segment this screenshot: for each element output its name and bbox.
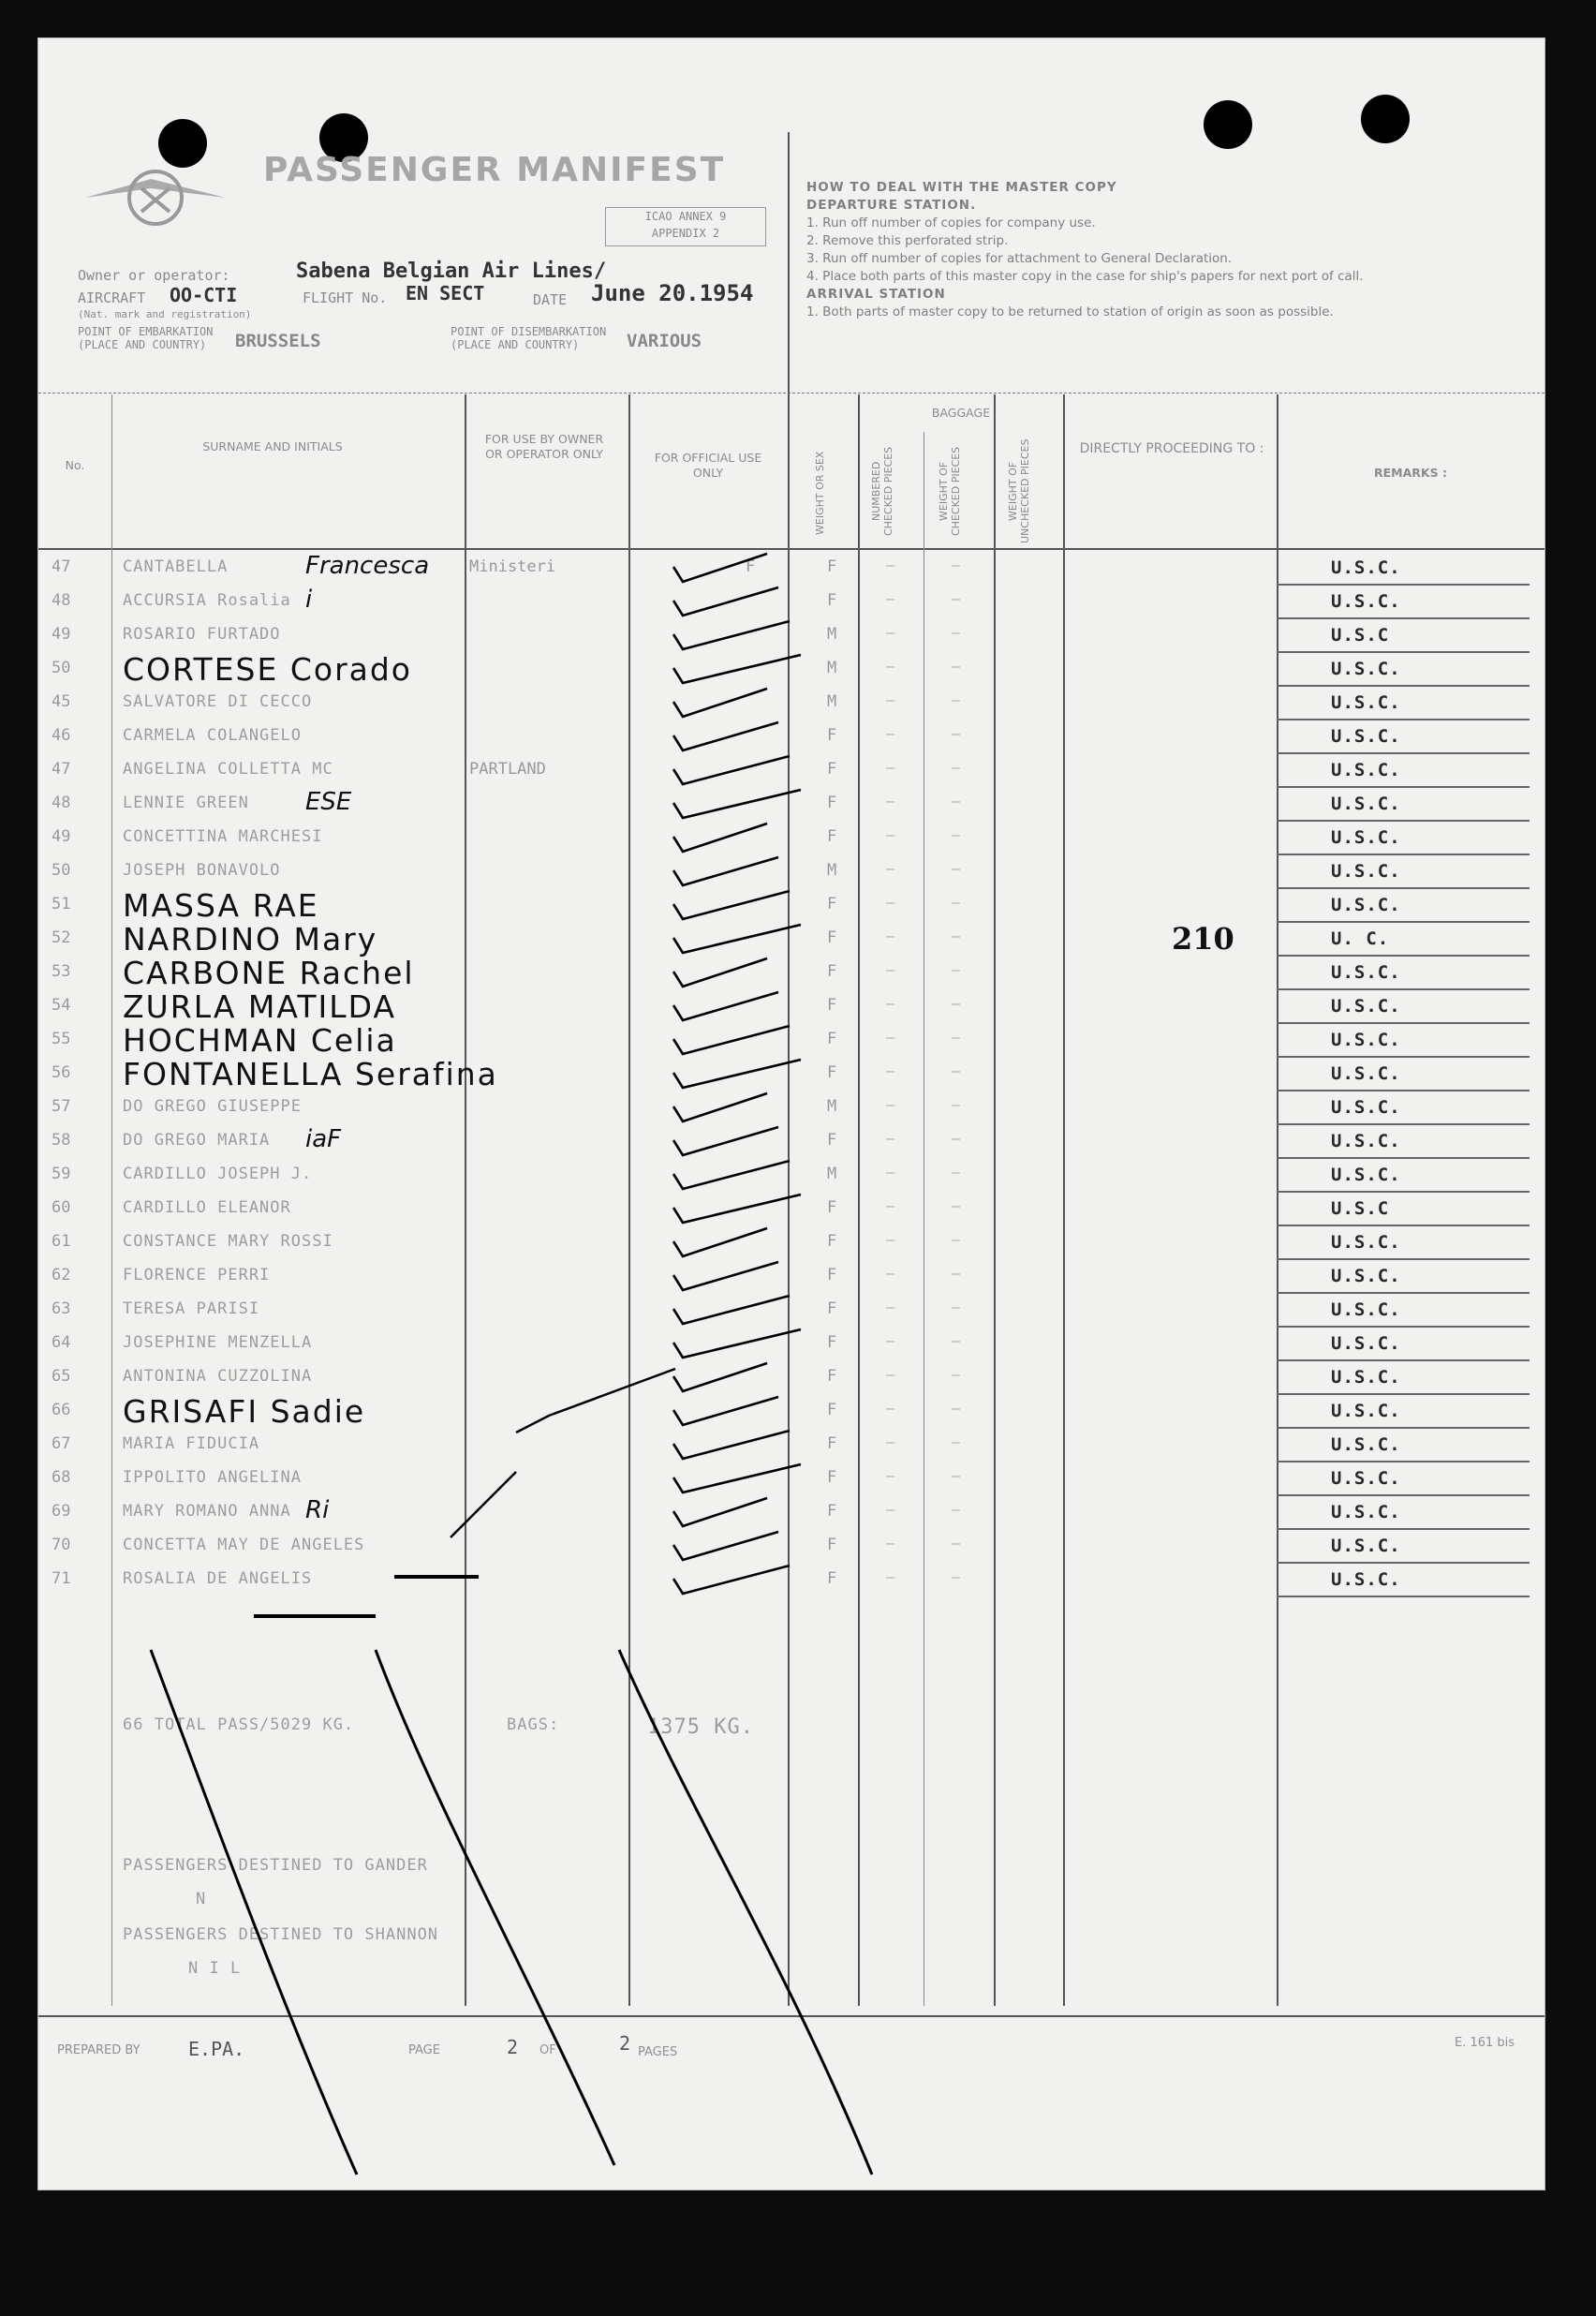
- dash-mark: –: [886, 1062, 895, 1079]
- sex-value: F: [827, 827, 837, 846]
- owner-value: Sabena Belgian Air Lines/: [296, 260, 607, 283]
- remark-value: U.S.C.: [1331, 1367, 1401, 1388]
- dash-mark: –: [952, 1400, 961, 1417]
- dash-mark: –: [952, 1130, 961, 1147]
- dash-mark: –: [952, 590, 961, 607]
- sex-value: F: [827, 726, 837, 745]
- aircraft-label: AIRCRAFT: [78, 290, 146, 306]
- remark-value: U.S.C.: [1331, 692, 1401, 713]
- dash-mark: –: [952, 1096, 961, 1113]
- dash-mark: –: [952, 995, 961, 1012]
- dash-mark: –: [886, 590, 895, 607]
- dash-mark: –: [952, 1231, 961, 1248]
- dash-mark: –: [886, 1366, 895, 1383]
- dash-mark: –: [886, 1535, 895, 1551]
- dash-mark: –: [886, 1299, 895, 1315]
- sex-value: F: [827, 1401, 837, 1419]
- dash-mark: –: [952, 1029, 961, 1046]
- row-number: 66: [52, 1401, 71, 1419]
- row-number: 67: [52, 1434, 71, 1453]
- dash-mark: –: [886, 624, 895, 641]
- row-number: 57: [52, 1097, 71, 1116]
- owner-label: Owner or operator:: [78, 267, 230, 284]
- sex-value: F: [827, 591, 837, 610]
- sex-value: F: [827, 1232, 837, 1251]
- sex-value: F: [827, 1063, 837, 1082]
- dash-mark: –: [886, 557, 895, 573]
- sex-value: F: [827, 1434, 837, 1453]
- sex-value: M: [827, 861, 837, 880]
- page-value: 2: [507, 2036, 519, 2058]
- dash-mark: –: [952, 1467, 961, 1484]
- sex-value: F: [827, 1367, 837, 1386]
- row-number: 52: [52, 928, 71, 947]
- passenger-name: FONTANELLA Serafina: [123, 1056, 498, 1092]
- pages-label: PAGES: [638, 2045, 678, 2059]
- manifest-sheet: [37, 37, 1545, 2190]
- remark-value: U.S.C.: [1331, 1097, 1401, 1118]
- passenger-name: MARY ROMANO ANNA: [123, 1502, 291, 1521]
- remark-value: U.S.C.: [1331, 895, 1401, 915]
- dash-mark: –: [952, 658, 961, 675]
- flight-label: FLIGHT No.: [303, 290, 388, 306]
- date-value: June 20.1954: [591, 280, 754, 306]
- passenger-name: GRISAFI Sadie: [123, 1393, 366, 1430]
- passenger-name: ROSALIA DE ANGELIS: [123, 1569, 313, 1588]
- remark-value: U.S.C.: [1331, 1502, 1401, 1522]
- dash-mark: –: [886, 894, 895, 911]
- aircraft-value: OO-CTI: [170, 284, 238, 306]
- icao-reference: ICAO ANNEX 9 APPENDIX 2: [605, 207, 766, 246]
- row-number: 47: [52, 760, 71, 779]
- passenger-name: CARBONE Rachel: [123, 955, 415, 991]
- row-number: 54: [52, 996, 71, 1015]
- dash-mark: –: [886, 1433, 895, 1450]
- sex-value: F: [827, 557, 837, 576]
- prepared-value: E.PA.: [188, 2038, 245, 2060]
- sex-value: F: [827, 1468, 837, 1487]
- dash-mark: –: [886, 961, 895, 978]
- dash-mark: –: [886, 793, 895, 809]
- sex-value: F: [827, 1198, 837, 1217]
- dash-mark: –: [886, 1265, 895, 1282]
- bags-value: 1375 KG.: [647, 1715, 754, 1739]
- remark-value: U.S.C.: [1331, 557, 1401, 578]
- handwritten-note: i: [305, 586, 313, 614]
- row-number: 63: [52, 1299, 71, 1318]
- remark-value: U.S.C.: [1331, 996, 1401, 1017]
- dash-mark: –: [886, 1467, 895, 1484]
- sex-value: M: [827, 659, 837, 677]
- row-number: 58: [52, 1131, 71, 1150]
- dash-mark: –: [952, 1062, 961, 1079]
- row-number: 70: [52, 1536, 71, 1554]
- dash-mark: –: [952, 1366, 961, 1383]
- dash-mark: –: [886, 1164, 895, 1180]
- row-number: 48: [52, 591, 71, 610]
- dash-mark: –: [952, 557, 961, 573]
- embark-value: BRUSSELS: [235, 331, 321, 351]
- passenger-name: ACCURSIA Rosalia: [123, 591, 291, 610]
- bags-label: BAGS:: [507, 1715, 560, 1734]
- remark-value: U.S.C.: [1331, 1030, 1401, 1050]
- remark-value: U.S.C.: [1331, 794, 1401, 814]
- passenger-name: CANTABELLA: [123, 557, 229, 576]
- owner-note: PARTLAND: [469, 760, 546, 779]
- shannon-nil: N I L: [188, 1959, 242, 1978]
- remark-value: U.S.C.: [1331, 1434, 1401, 1455]
- row-number: 69: [52, 1502, 71, 1521]
- dash-mark: –: [886, 759, 895, 776]
- dash-mark: –: [886, 691, 895, 708]
- remark-value: U.S.C.: [1331, 1299, 1401, 1320]
- passenger-name: TERESA PARISI: [123, 1299, 260, 1318]
- gander-line: PASSENGERS DESTINED TO GANDER: [123, 1856, 428, 1875]
- dash-mark: –: [886, 725, 895, 742]
- passenger-name: MARIA FIDUCIA: [123, 1434, 260, 1453]
- date-label: DATE: [533, 291, 568, 308]
- dash-mark: –: [886, 826, 895, 843]
- prepared-label: PREPARED BY: [57, 2043, 140, 2057]
- remark-value: U.S.C.: [1331, 1536, 1401, 1556]
- handwritten-note: ESE: [305, 788, 352, 816]
- passenger-name: HOCHMAN Celia: [123, 1022, 397, 1059]
- remark-value: U.S.C: [1331, 1198, 1390, 1219]
- passenger-name: ANTONINA CUZZOLINA: [123, 1367, 313, 1386]
- dash-mark: –: [886, 1197, 895, 1214]
- sex-value: F: [827, 1502, 837, 1521]
- remark-value: U.S.C.: [1331, 1063, 1401, 1084]
- passenger-name: MASSA RAE: [123, 887, 319, 924]
- row-number: 46: [52, 726, 71, 745]
- sex-value: F: [827, 1266, 837, 1284]
- row-number: 64: [52, 1333, 71, 1352]
- form-code: E. 161 bis: [1455, 2036, 1515, 2050]
- col-unchecked: WEIGHT OF UNCHECKED PIECES: [1007, 438, 1031, 543]
- dash-mark: –: [886, 995, 895, 1012]
- sex-value: F: [827, 962, 837, 981]
- handwritten-note: Francesca: [305, 552, 430, 580]
- sex-value: F: [827, 1536, 837, 1554]
- dash-mark: –: [886, 1130, 895, 1147]
- dash-mark: –: [952, 826, 961, 843]
- dash-mark: –: [886, 928, 895, 944]
- dash-mark: –: [952, 1332, 961, 1349]
- passenger-name: ANGELINA COLLETTA MC: [123, 760, 333, 779]
- dash-mark: –: [952, 961, 961, 978]
- remark-value: U.S.C.: [1331, 1401, 1401, 1421]
- flight-value: EN SECT: [406, 282, 485, 304]
- nationality-label: (Nat. mark and registration): [78, 308, 252, 320]
- col-baggage: BAGGAGE: [931, 406, 991, 420]
- passenger-name: IPPOLITO ANGELINA: [123, 1468, 302, 1487]
- totals: 66 TOTAL PASS/5029 KG.: [123, 1715, 355, 1734]
- passenger-name: CONCETTA MAY DE ANGELES: [123, 1536, 365, 1554]
- remark-value: U.S.C: [1331, 625, 1390, 646]
- official-mark: F: [746, 557, 756, 576]
- remark-value: U.S.C.: [1331, 1333, 1401, 1354]
- row-number: 61: [52, 1232, 71, 1251]
- passenger-name: JOSEPHINE MENZELLA: [123, 1333, 313, 1352]
- dash-mark: –: [952, 894, 961, 911]
- col-numbered: NUMBERED CHECKED PIECES: [870, 446, 894, 536]
- instructions-block: HOW TO DEAL WITH THE MASTER COPY DEPARTURE STATION. 1. Run off number of copies for company use. 2. Remove this perforated strip. 3. Run off number of copies for attachment to General Declaration. 4. Place both parts of this master copy in the case for ship's papers for next port of call. ARRIVAL STATION 1. Both parts of master copy to be returned to station of origin as soon as possible.: [806, 180, 1364, 319]
- dash-mark: –: [886, 1568, 895, 1585]
- page-title: PASSENGER MANIFEST: [263, 151, 726, 189]
- passenger-name: ZURLA MATILDA: [123, 988, 397, 1025]
- remark-value: U.S.C.: [1331, 1468, 1401, 1489]
- col-owner: FOR USE BY OWNER OR OPERATOR ONLY: [484, 432, 604, 461]
- dash-mark: –: [886, 1332, 895, 1349]
- row-number: 60: [52, 1198, 71, 1217]
- sex-value: F: [827, 928, 837, 947]
- dash-mark: –: [952, 928, 961, 944]
- col-weight-checked: WEIGHT OF CHECKED PIECES: [938, 446, 962, 536]
- passenger-name: FLORENCE PERRI: [123, 1266, 271, 1284]
- col-directly: DIRECTLY PROCEEDING TO :: [1079, 441, 1264, 456]
- sex-value: F: [827, 1569, 837, 1588]
- sex-value: F: [827, 1299, 837, 1318]
- sex-value: F: [827, 794, 837, 812]
- passenger-name: CARDILLO JOSEPH J.: [123, 1165, 313, 1183]
- passenger-name: CORTESE Corado: [123, 651, 412, 688]
- row-number: 49: [52, 827, 71, 846]
- remark-value: U. C.: [1331, 928, 1390, 949]
- row-number: 65: [52, 1367, 71, 1386]
- row-number: 68: [52, 1468, 71, 1487]
- remark-value: U.S.C.: [1331, 1165, 1401, 1185]
- dash-mark: –: [886, 658, 895, 675]
- of-value: 2: [619, 2032, 631, 2055]
- dash-mark: –: [952, 1197, 961, 1214]
- remark-value: U.S.C.: [1331, 659, 1401, 679]
- owner-note: Ministeri: [469, 557, 556, 576]
- sex-value: F: [827, 760, 837, 779]
- row-number: 59: [52, 1165, 71, 1183]
- col-official: FOR OFFICIAL USE ONLY: [654, 451, 762, 480]
- dash-mark: –: [952, 624, 961, 641]
- row-number: 53: [52, 962, 71, 981]
- col-remarks: REMARKS :: [1374, 466, 1447, 480]
- row-number: 50: [52, 659, 71, 677]
- handwritten-note: Ri: [305, 1496, 330, 1524]
- dash-mark: –: [952, 1568, 961, 1585]
- passenger-name: NARDINO Mary: [123, 921, 378, 958]
- remark-value: U.S.C.: [1331, 1131, 1401, 1151]
- passenger-name: JOSEPH BONAVOLO: [123, 861, 281, 880]
- row-number: 55: [52, 1030, 71, 1048]
- handwritten-note: iaF: [305, 1125, 342, 1153]
- row-number: 50: [52, 861, 71, 880]
- dash-mark: –: [952, 725, 961, 742]
- sex-value: F: [827, 996, 837, 1015]
- dash-mark: –: [952, 1535, 961, 1551]
- sex-value: M: [827, 1097, 837, 1116]
- dash-mark: –: [886, 1400, 895, 1417]
- passenger-name: SALVATORE DI CECCO: [123, 692, 313, 711]
- dash-mark: –: [952, 759, 961, 776]
- dash-mark: –: [952, 1433, 961, 1450]
- row-number: 71: [52, 1569, 71, 1588]
- passenger-name: DO GREGO GIUSEPPE: [123, 1097, 302, 1116]
- sex-value: M: [827, 625, 837, 644]
- passenger-name: CONCETTINA MARCHESI: [123, 827, 323, 846]
- passenger-name: ROSARIO FURTADO: [123, 625, 281, 644]
- remark-value: U.S.C.: [1331, 760, 1401, 780]
- passenger-name: CONSTANCE MARY ROSSI: [123, 1232, 333, 1251]
- row-number: 48: [52, 794, 71, 812]
- dash-mark: –: [952, 1265, 961, 1282]
- embark-label: POINT OF EMBARKATION (PLACE AND COUNTRY): [78, 325, 214, 351]
- col-no: No.: [65, 458, 85, 472]
- remark-value: U.S.C.: [1331, 962, 1401, 983]
- dash-mark: –: [952, 1501, 961, 1518]
- destination-value: 210: [1172, 921, 1234, 957]
- page-label: PAGE: [408, 2043, 440, 2057]
- passenger-name: DO GREGO MARIA: [123, 1131, 271, 1150]
- dash-mark: –: [952, 1164, 961, 1180]
- col-weight-sex: WEIGHT OR SEX: [814, 451, 826, 535]
- sex-value: F: [827, 1030, 837, 1048]
- shannon-line: PASSENGERS DESTINED TO SHANNON: [123, 1925, 439, 1944]
- dash-mark: –: [886, 1231, 895, 1248]
- remark-value: U.S.C.: [1331, 1232, 1401, 1253]
- passenger-name: CARDILLO ELEANOR: [123, 1198, 291, 1217]
- passenger-name: CARMELA COLANGELO: [123, 726, 302, 745]
- remark-value: U.S.C.: [1331, 1569, 1401, 1590]
- sex-value: F: [827, 895, 837, 913]
- gander-nil: N: [196, 1890, 207, 1908]
- remark-value: U.S.C.: [1331, 1266, 1401, 1286]
- row-number: 51: [52, 895, 71, 913]
- remark-value: U.S.C.: [1331, 726, 1401, 747]
- of-label: OF: [539, 2043, 556, 2057]
- col-surname: SURNAME AND INITIALS: [202, 439, 343, 453]
- dash-mark: –: [886, 860, 895, 877]
- remark-value: U.S.C.: [1331, 861, 1401, 882]
- dash-mark: –: [886, 1096, 895, 1113]
- dash-mark: –: [952, 860, 961, 877]
- dash-mark: –: [886, 1501, 895, 1518]
- sex-value: F: [827, 1333, 837, 1352]
- sex-value: M: [827, 1165, 837, 1183]
- row-number: 56: [52, 1063, 71, 1082]
- row-number: 47: [52, 557, 71, 576]
- dash-mark: –: [886, 1029, 895, 1046]
- dash-mark: –: [952, 793, 961, 809]
- disembark-label: POINT OF DISEMBARKATION (PLACE AND COUNTRY): [451, 325, 607, 351]
- sex-value: M: [827, 692, 837, 711]
- passenger-name: LENNIE GREEN: [123, 794, 249, 812]
- row-number: 62: [52, 1266, 71, 1284]
- row-number: 45: [52, 692, 71, 711]
- row-number: 49: [52, 625, 71, 644]
- pen-strokes: [38, 38, 1544, 2190]
- dash-mark: –: [952, 691, 961, 708]
- sex-value: F: [827, 1131, 837, 1150]
- dash-mark: –: [952, 1299, 961, 1315]
- disembark-value: VARIOUS: [627, 331, 702, 351]
- remark-value: U.S.C.: [1331, 591, 1401, 612]
- remark-value: U.S.C.: [1331, 827, 1401, 848]
